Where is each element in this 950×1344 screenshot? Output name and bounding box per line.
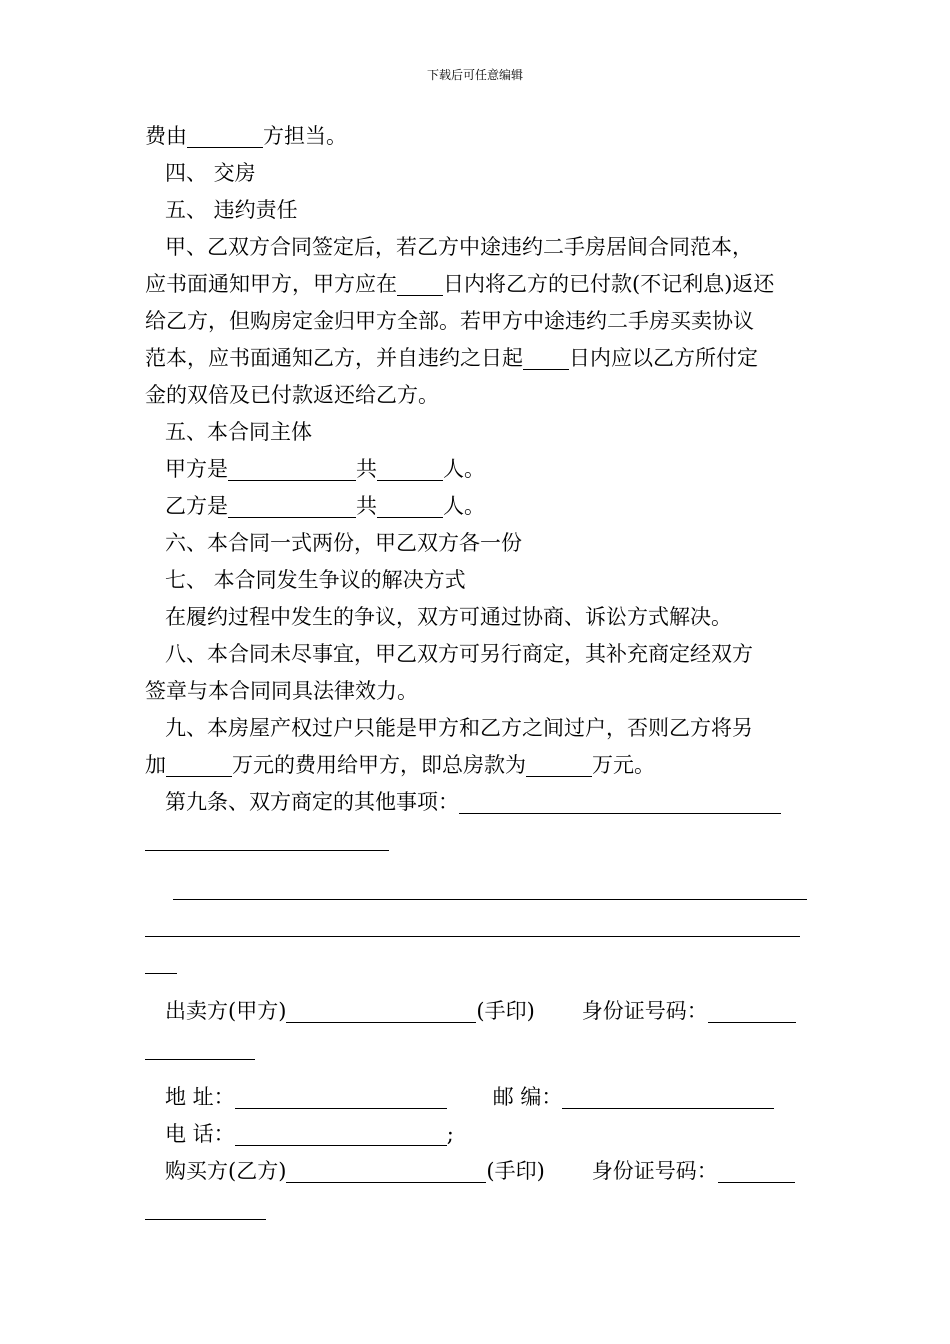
- paragraph: 在履约过程中发生的争议，双方可通过协商、诉讼方式解决。: [165, 605, 732, 629]
- paragraph: 给乙方，但购房定金归甲方全部。若甲方中途违约二手房买卖协议: [145, 309, 754, 333]
- blank-field[interactable]: [397, 269, 443, 296]
- seller-id-field[interactable]: [708, 996, 796, 1023]
- buyer-id-field[interactable]: [718, 1156, 795, 1183]
- paragraph: 金的双倍及已付款返还给乙方。: [145, 383, 439, 407]
- other-matters-field[interactable]: [459, 787, 781, 814]
- blank-line: [145, 907, 807, 944]
- blank-field[interactable]: [187, 121, 263, 148]
- paragraph: 九、本房屋产权过户只能是甲方和乙方之间过户，否则乙方将另: [165, 716, 753, 740]
- blank-line: [145, 870, 807, 907]
- blank-field[interactable]: [523, 343, 569, 370]
- blank-line: [145, 821, 807, 858]
- other-matters-field-cont[interactable]: [145, 947, 177, 974]
- paragraph: 八、本合同未尽事宜，甲乙双方可另行商定，其补充商定经双方: [165, 642, 753, 666]
- paragraph: 甲、乙双方合同签定后，若乙方中途违约二手房居间合同范本，: [165, 235, 753, 259]
- section-heading: 四、 交房: [165, 161, 256, 185]
- paragraph: 签章与本合同同具法律效力。: [145, 679, 418, 703]
- address-line: 地 址： 邮 编：: [145, 1079, 807, 1116]
- address-field[interactable]: [235, 1082, 447, 1109]
- phone-field[interactable]: [235, 1119, 447, 1146]
- contract-body: [145, 118, 807, 1227]
- phone-line: 电 话： ;: [145, 1116, 807, 1153]
- section-heading: 五、本合同主体: [165, 420, 312, 444]
- paragraph: 范本，应书面通知乙方，并自违约之日起 日内应以乙方所付定: [145, 340, 807, 377]
- total-price-field[interactable]: [526, 750, 592, 777]
- other-matters-field-cont[interactable]: [145, 824, 389, 851]
- other-matters-line: 第九条、双方商定的其他事项：: [145, 784, 807, 821]
- blank-line: [145, 944, 807, 981]
- section-heading: 六、本合同一式两份，甲乙双方各一份: [165, 531, 522, 555]
- seller-id-field-cont[interactable]: [145, 1033, 255, 1060]
- other-matters-field-cont[interactable]: [145, 910, 800, 937]
- paragraph: 加 万元的费用给甲方，即总房款为 万元。: [145, 747, 807, 784]
- paragraph: 应书面通知甲方，甲方应在 日内将乙方的已付款(不记利息)返还: [145, 266, 807, 303]
- page-header: 下载后可任意编辑: [426, 68, 523, 82]
- buyer-line: 购买方(乙方) (手印) 身份证号码：: [145, 1153, 807, 1190]
- party-a-line: 甲方是 共 人。: [145, 451, 807, 488]
- buyer-name-field[interactable]: [286, 1156, 486, 1183]
- seller-line: 出卖方(甲方) (手印) 身份证号码：: [145, 993, 807, 1030]
- buyer-id-field-cont[interactable]: [145, 1193, 266, 1220]
- blank-line: [145, 1030, 807, 1067]
- seller-name-field[interactable]: [286, 996, 476, 1023]
- section-heading: 七、 本合同发生争议的解决方式: [165, 568, 466, 592]
- section-heading: 五、 违约责任: [165, 198, 298, 222]
- other-matters-field-cont[interactable]: [173, 873, 807, 900]
- party-a-count-field[interactable]: [377, 454, 443, 481]
- blank-line: [145, 1190, 807, 1227]
- party-b-name-field[interactable]: [228, 491, 356, 518]
- extra-fee-field[interactable]: [166, 750, 232, 777]
- party-b-count-field[interactable]: [377, 491, 443, 518]
- postcode-field[interactable]: [562, 1082, 774, 1109]
- party-a-name-field[interactable]: [228, 454, 356, 481]
- party-b-line: 乙方是 共 人。: [145, 488, 807, 525]
- paragraph: 费由 方担当。: [145, 118, 807, 155]
